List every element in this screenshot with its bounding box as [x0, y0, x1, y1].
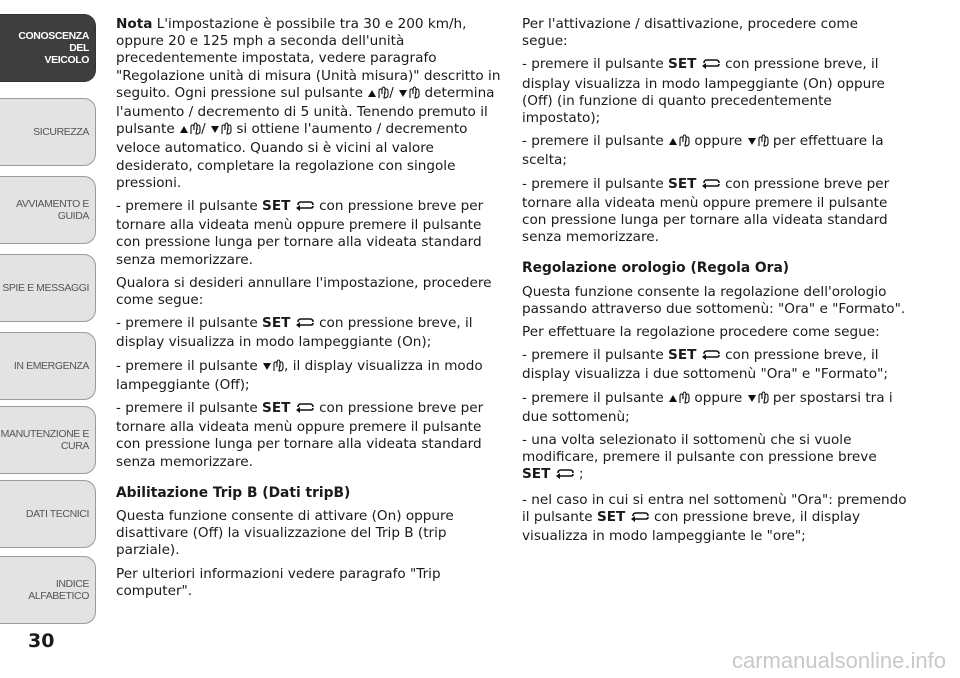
hand-up-icon	[367, 85, 389, 104]
return-arrow-icon	[701, 58, 721, 75]
paragraph: Qualora si desideri annullare l'impostazione, procedere come segue:	[116, 274, 492, 309]
paragraph: Questa funzione consente la regolazione dell'orologio passando attraverso due sottomenù: "Ora" e "Formato".	[522, 283, 906, 317]
paragraph: Questa funzione consente di attivare (On) oppure disattivare (Off) la visualizzazione del Trip B (trip parziale).	[116, 508, 454, 559]
hand-up-icon	[668, 390, 690, 409]
return-arrow-icon	[701, 349, 721, 366]
tab-label: MANUTENZIONE E CURA	[0, 428, 89, 452]
instruction-paragraph	[116, 358, 501, 394]
tab-manutenzione-e-cura[interactable]	[0, 406, 96, 474]
set-label: SET	[522, 466, 551, 483]
tab-label: IN EMERGENZA	[13, 360, 89, 372]
note-paragraph	[116, 16, 501, 192]
hand-down-icon	[398, 85, 420, 104]
text: - premere il pulsante	[522, 56, 664, 73]
set-label: SET	[262, 198, 291, 215]
hand-down-icon	[210, 121, 232, 140]
slash: /	[389, 84, 394, 101]
return-arrow-icon	[295, 402, 315, 419]
right-column	[522, 16, 907, 551]
instruction-paragraph	[522, 347, 907, 383]
instruction-paragraph	[522, 432, 907, 486]
tab-label: SPIE E MESSAGGI	[2, 282, 89, 294]
return-arrow-icon	[295, 317, 315, 334]
text: - premere il pulsante	[522, 175, 664, 192]
paragraph: Per effettuare la regolazione procedere come segue:	[522, 324, 880, 341]
note-label: Nota	[116, 16, 153, 32]
text: con pressione breve, il display visualizza in modo lampeggiante (On);	[116, 315, 473, 351]
text: - nel caso in cui si entra nel sottomenù "Ora": premendo il pulsante	[522, 491, 907, 525]
tab-sicurezza[interactable]	[0, 98, 96, 166]
hand-down-icon	[262, 358, 284, 377]
tab-dati-tecnici[interactable]	[0, 480, 96, 548]
tab-label: SICUREZZA	[33, 126, 89, 138]
text: con pressione breve per tornare alla videata menù oppure premere il pulsante con pressione lunga per tornare alla videata standard senza memorizzare.	[116, 198, 484, 268]
tab-avviamento-e-guida[interactable]	[0, 176, 96, 244]
text: - premere il pulsante	[522, 347, 664, 364]
return-arrow-icon	[555, 468, 575, 485]
set-label: SET	[668, 56, 697, 73]
text: - premere il pulsante	[116, 315, 258, 332]
text: , il display visualizza in modo lampeggiante (Off);	[116, 357, 483, 393]
hand-down-icon	[747, 390, 769, 409]
section-heading-trip-b: Abilitazione Trip B (Dati tripB)	[116, 484, 351, 501]
hand-up-icon	[179, 121, 201, 140]
tab-label: DATI TECNICI	[25, 508, 89, 520]
tab-label: CONOSCENZA DEL VEICOLO	[18, 30, 89, 66]
set-label: SET	[262, 315, 291, 332]
tab-label: AVVIAMENTO E GUIDA	[16, 198, 89, 222]
set-label: SET	[596, 508, 626, 525]
instruction-paragraph	[522, 492, 907, 546]
instruction-paragraph	[116, 315, 501, 351]
text: ;	[579, 466, 584, 483]
hand-down-icon	[747, 133, 769, 152]
text: determina l'aumento / decremento di 5 unità. Tenendo premuto il pulsante	[116, 84, 495, 138]
tab-spie-e-messaggi[interactable]	[0, 254, 96, 322]
paragraph: Per l'attivazione / disattivazione, procedere come segue:	[522, 16, 858, 50]
text: oppure	[694, 133, 743, 150]
instruction-paragraph	[522, 56, 907, 127]
hand-up-icon	[668, 133, 690, 152]
text: - premere il pulsante	[522, 133, 664, 150]
text: con pressione breve, il display visualizza in modo lampeggiante (On) oppure (Off) (in funzione di quanto precedentemente impostato);	[522, 56, 885, 127]
set-label: SET	[668, 347, 697, 364]
text: - premere il pulsante	[116, 400, 258, 417]
text: con pressione breve per tornare alla videata menù oppure premere il pulsante con pressione lunga per tornare alla videata standard senza memorizzare.	[116, 400, 484, 470]
text: - premere il pulsante	[116, 198, 258, 215]
left-column	[116, 16, 501, 606]
text: - premere il pulsante	[522, 389, 664, 406]
page-number: 30	[28, 630, 55, 652]
text: - una volta selezionato il sottomenù che si vuole modificare, premere il pulsante con pressione breve	[522, 432, 877, 466]
watermark: carmanualsonline.info	[731, 648, 946, 673]
paragraph: Per ulteriori informazioni vedere paragrafo "Trip computer".	[116, 565, 441, 599]
text: oppure	[694, 389, 743, 406]
instruction-paragraph	[522, 390, 907, 426]
text: con pressione breve, il display visualizza i due sottomenù "Ora" e "Formato";	[522, 347, 888, 383]
instruction-paragraph	[116, 198, 501, 269]
section-heading-regola-ora: Regolazione orologio (Regola Ora)	[522, 260, 790, 277]
set-label: SET	[668, 175, 697, 192]
slash: /	[201, 121, 206, 138]
tab-label: INDICE ALFABETICO	[28, 578, 89, 602]
instruction-paragraph	[522, 176, 907, 247]
tab-in-emergenza[interactable]	[0, 332, 96, 400]
text: con pressione breve per tornare alla videata menù oppure premere il pulsante con pressione lunga per tornare alla videata standard senza memorizzare.	[522, 175, 890, 246]
return-arrow-icon	[630, 511, 650, 528]
tab-indice-alfabetico[interactable]	[0, 556, 96, 624]
text: si ottiene l'aumento / decremento veloce automatico. Quando si è vicini al valore desiderato, completare la regolazione con singole pressioni.	[116, 121, 468, 191]
instruction-paragraph	[522, 133, 907, 169]
return-arrow-icon	[295, 200, 315, 217]
text: per spostarsi tra i due sottomenù;	[522, 389, 893, 425]
instruction-paragraph	[116, 400, 501, 471]
text: per effettuare la scelta;	[522, 133, 884, 169]
set-label: SET	[262, 400, 291, 417]
text: - premere il pulsante	[116, 357, 258, 374]
text: con pressione breve, il display visualizza in modo lampeggiante le "ore";	[522, 508, 861, 545]
text: L'impostazione è possibile tra 30 e 200 km/h, oppure 20 e 125 mph a seconda dell'unità precedentemente impostata, vedere paragrafo "Regolazione unità di misura (Unità misura)" descritto in seguito. Ogni pressione sul pulsante	[116, 16, 501, 101]
return-arrow-icon	[701, 178, 721, 195]
tab-conoscenza-del-veicolo[interactable]	[0, 14, 96, 82]
